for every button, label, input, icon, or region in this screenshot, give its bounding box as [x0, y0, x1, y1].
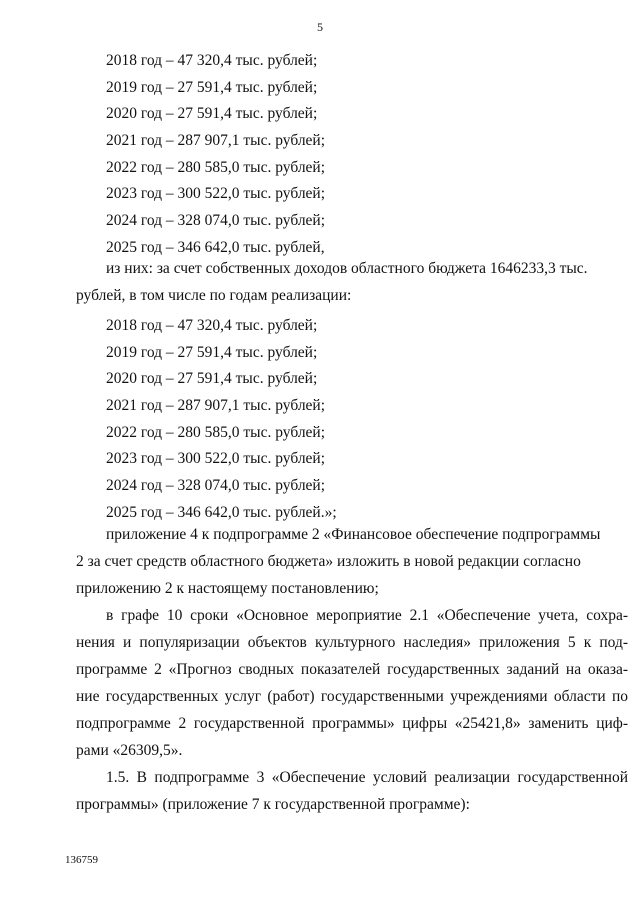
own-income-paragraph-line2: рублей, в том числе по годам реализации: [76, 287, 352, 304]
list-item: 2024 год – 328 074,0 тыс. рублей; [106, 477, 326, 495]
list-item: 2020 год – 27 591,4 тыс. рублей; [106, 105, 318, 123]
list-item: 2021 год – 287 907,1 тыс. рублей; [106, 397, 326, 415]
list-item: 2019 год – 27 591,4 тыс. рублей; [106, 343, 318, 361]
column10-paragraph-line1: в графе 10 сроки «Основное мероприятие 2.1 «Обеспечение учета, сохра- [106, 607, 628, 624]
column10-paragraph-line6: рами «26309,5». [76, 742, 183, 759]
list-item: 2024 год – 328 074,0 тыс. рублей; [106, 212, 326, 230]
column10-paragraph-line4: ние государственных услуг (работ) государственными учреждениями области по [76, 688, 628, 705]
funding-by-year-list [106, 48, 325, 262]
list-item: 2020 год – 27 591,4 тыс. рублей; [106, 370, 318, 388]
appendix4-paragraph-line2: 2 за счет средств областного бюджета» изложить в новой редакции согласно [76, 553, 581, 570]
document-code: 136759 [65, 854, 98, 866]
list-item: 2018 год – 47 320,4 тыс. рублей; [106, 52, 318, 69]
column10-paragraph-line3: программе 2 «Прогноз сводных показателей государственных заданий на оказа- [76, 661, 628, 678]
list-item: 2025 год – 346 642,0 тыс. рублей.»; [106, 503, 337, 521]
list-item: 2022 год – 280 585,0 тыс. рублей; [106, 158, 326, 176]
list-item: 2022 год – 280 585,0 тыс. рублей; [106, 423, 326, 441]
appendix4-paragraph-line1: приложение 4 к подпрограмме 2 «Финансовое обеспечение подпрограммы [106, 526, 601, 543]
list-item: 2018 год – 47 320,4 тыс. рублей; [106, 317, 318, 334]
list-item: 2023 год – 300 522,0 тыс. рублей; [106, 450, 326, 468]
section-1-5-line1: 1.5. В подпрограмме 3 «Обеспечение условий реализации государственной [106, 769, 628, 786]
page-number: 5 [317, 20, 323, 34]
own-income-by-year-list [106, 313, 337, 527]
list-item: 2019 год – 27 591,4 тыс. рублей; [106, 78, 318, 96]
appendix4-paragraph-line3: приложению 2 к настоящему постановлению; [76, 580, 379, 597]
list-item: 2023 год – 300 522,0 тыс. рублей; [106, 185, 326, 203]
list-item: 2021 год – 287 907,1 тыс. рублей; [106, 132, 326, 150]
column10-paragraph-line2: нения и популяризации объектов культурного наследия» приложения 5 к под- [76, 634, 628, 651]
column10-paragraph-line5: подпрограмме 2 государственной программы» цифры «25421,8» заменить циф- [76, 715, 628, 732]
section-1-5-line2: программы» (приложение 7 к государственной программе): [76, 796, 470, 813]
list-item: 2025 год – 346 642,0 тыс. рублей, [106, 238, 325, 256]
own-income-paragraph-line1: из них: за счет собственных доходов областного бюджета 1646233,3 тыс. [106, 260, 588, 277]
